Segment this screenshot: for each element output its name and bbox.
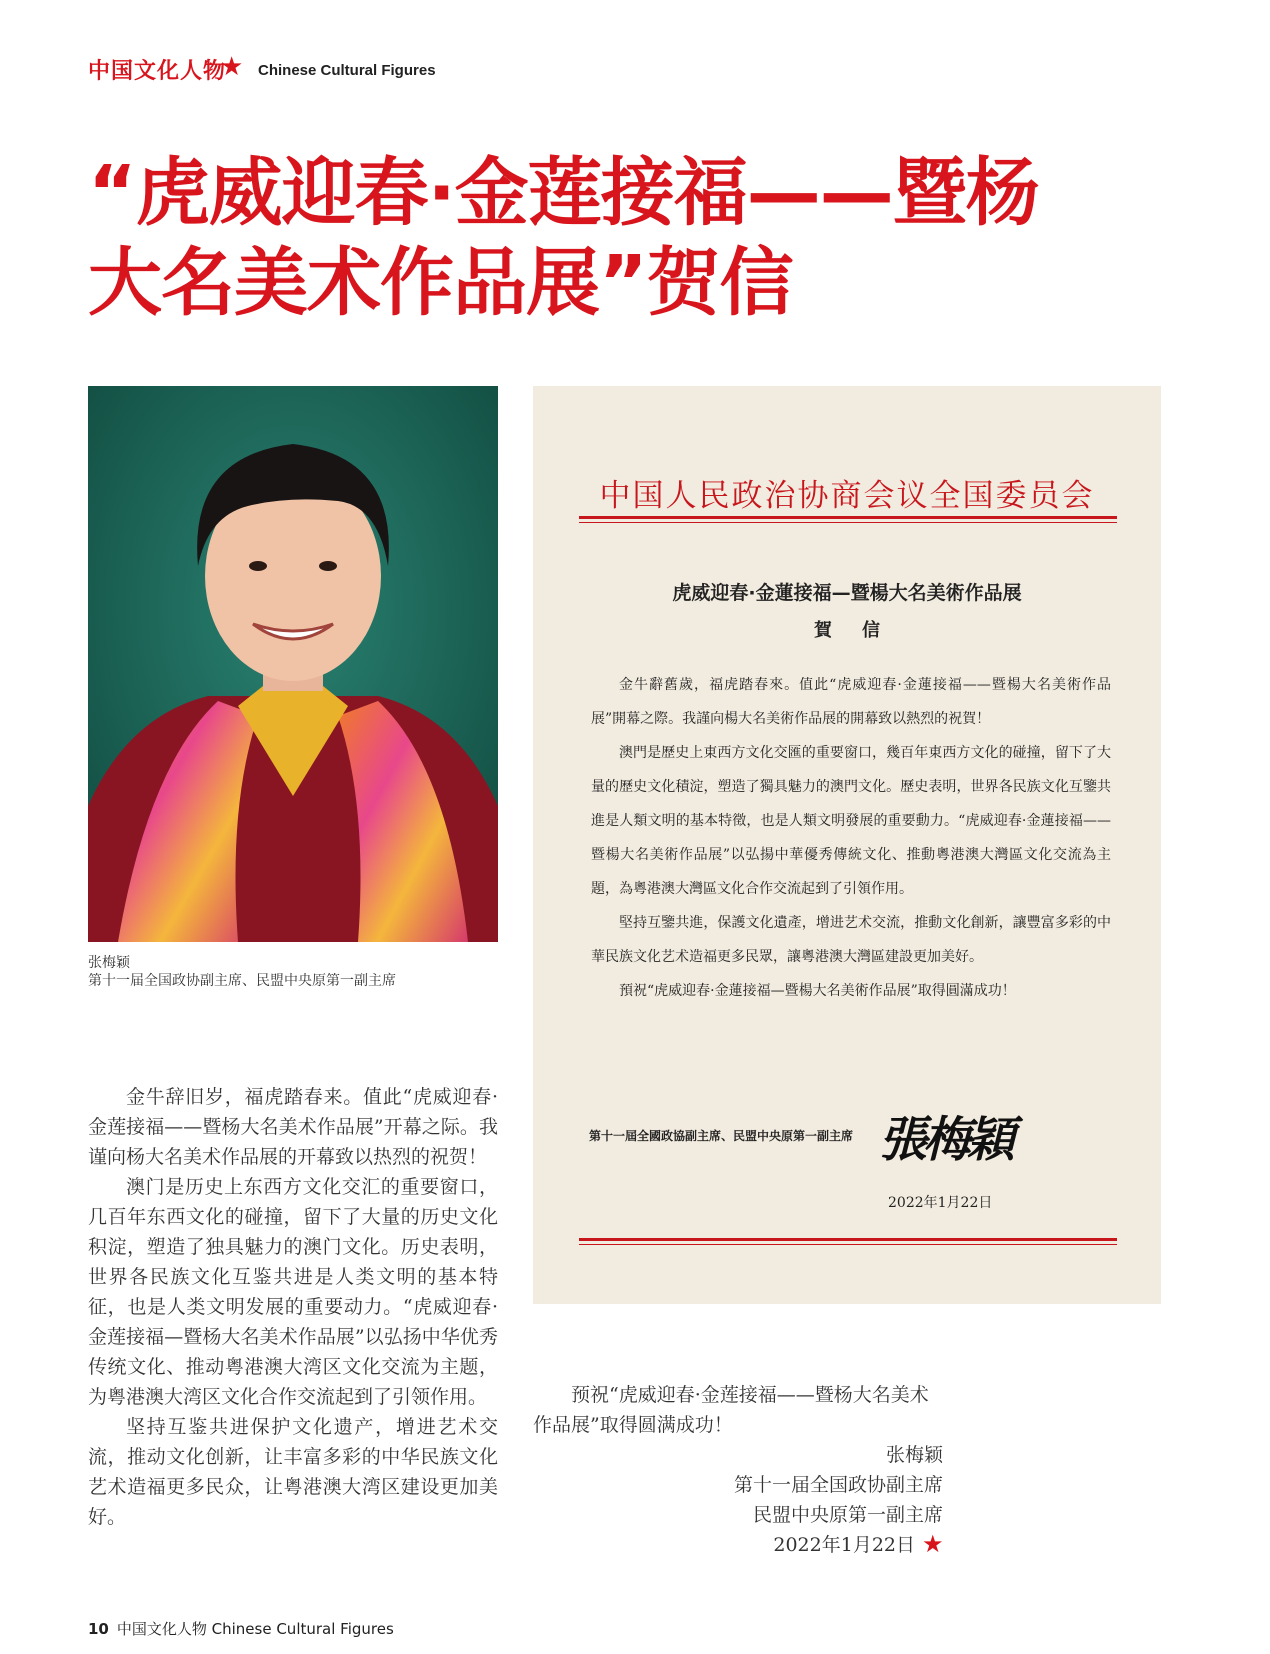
article-title: [88, 148, 1188, 328]
signature-title-2: 民盟中央原第一副主席: [752, 1504, 943, 1526]
page-footer: [88, 1618, 394, 1639]
letter-paragraph: 澳門是歷史上東西方文化交匯的重要窗口，幾百年東西方文化的碰撞，留下了大量的歷史文化積淀，塑造了獨具魅力的澳門文化。歷史表明，世界各民族文化互鑒共進是人類文明的基本特徵，也是人類文明發展的重要動力。“虎威迎春·金蓮接福——暨楊大名美術作品展”以弘揚中華優秀傳統文化、推動粵港澳大灣區文化交流為主題，為粵港澳大灣區文化合作交流起到了引領作用。: [591, 745, 1111, 897]
article-body-right: [533, 1380, 943, 1440]
signature-date: 2022年1月22日: [773, 1534, 915, 1556]
letter-body: [591, 668, 1111, 1008]
letter-footer-rule-thin: [579, 1244, 1117, 1245]
portrait-photo: [88, 386, 498, 942]
letter-header-rule-thin: [579, 522, 1117, 523]
article-title-line1: “虎威迎春·金莲接福——暨杨: [88, 150, 1039, 236]
letter-subject: 虎威迎春·金蓮接福—暨楊大名美術作品展: [672, 582, 1022, 604]
body-paragraph: 澳门是历史上东西方文化交汇的重要窗口，几百年东西文化的碰撞，留下了大量的历史文化积淀，塑造了独具魅力的澳门文化。历史表明，世界各民族文化互鉴共进是人类文明的基本特征，也是人类文明发展的重要动力。“虎威迎春·金莲接福—暨杨大名美术作品展”以弘扬中华优秀传统文化、推动粤港澳大湾区文化交流为主题，为粤港澳大湾区文化合作交流起到了引领作用。: [88, 1176, 498, 1408]
photo-caption-name: 张梅颖: [88, 955, 130, 971]
congratulatory-letter: [533, 386, 1161, 1304]
letter-paragraph: 預祝“虎威迎春·金蓮接福—暨楊大名美術作品展”取得圓滿成功！: [619, 983, 1016, 999]
letter-paragraph: 金牛辭舊歲，福虎踏春來。值此“虎威迎春·金蓮接福——暨楊大名美術作品展”開幕之際。我謹向楊大名美術作品展的開幕致以熱烈的祝賀！: [591, 677, 1111, 727]
body-paragraph: 金牛辞旧岁，福虎踏春来。值此“虎威迎春·金莲接福——暨杨大名美术作品展”开幕之际。我谨向杨大名美术作品展的开幕致以热烈的祝贺！: [88, 1086, 498, 1168]
star-icon: ★: [922, 1530, 944, 1558]
handwritten-signature: 張梅穎: [879, 1112, 1012, 1168]
footer-publication: 中国文化人物 Chinese Cultural Figures: [116, 1620, 394, 1638]
body-paragraph: 坚持互鉴共进保护文化遗产，增进艺术交流，推动文化创新，让丰富多彩的中华民族文化艺术造福更多民众，让粤港澳大湾区建设更加美好。: [88, 1416, 498, 1528]
photo-caption-title: 第十一届全国政协副主席、民盟中央原第一副主席: [88, 973, 396, 989]
letter-header-rule: [579, 516, 1117, 519]
letter-paragraph: 堅持互鑒共進，保護文化遺產，增进艺术交流，推動文化創新，讓豐富多彩的中華民族文化艺术造福更多民眾，讓粵港澳大灣區建設更加美好。: [591, 915, 1111, 965]
letter-date: 2022年1月22日: [888, 1195, 993, 1211]
signature-name: 张梅颖: [885, 1444, 943, 1466]
star-icon: ★: [220, 52, 244, 82]
letter-heading: 賀信: [814, 620, 910, 641]
magazine-logo-en: Chinese Cultural Figures: [258, 62, 436, 79]
portrait-illustration: [88, 386, 498, 942]
page-number: 10: [88, 1620, 109, 1638]
letter-organization: 中国人民政治协商会议全国委员会: [599, 478, 1095, 514]
article-title-line2: 大名美术作品展”贺信: [88, 240, 793, 326]
magazine-logo-cn: 中国文化人物: [88, 58, 227, 84]
body-paragraph: 预祝“虎威迎春·金莲接福——暨杨大名美术作品展”取得圆满成功！: [533, 1384, 929, 1436]
letter-signer-title: 第十一屆全國政協副主席、民盟中央原第一副主席: [589, 1129, 854, 1143]
letter-footer-rule: [579, 1238, 1117, 1241]
signature-title-1: 第十一届全国政协副主席: [733, 1474, 943, 1496]
article-body-left: [88, 1082, 498, 1532]
